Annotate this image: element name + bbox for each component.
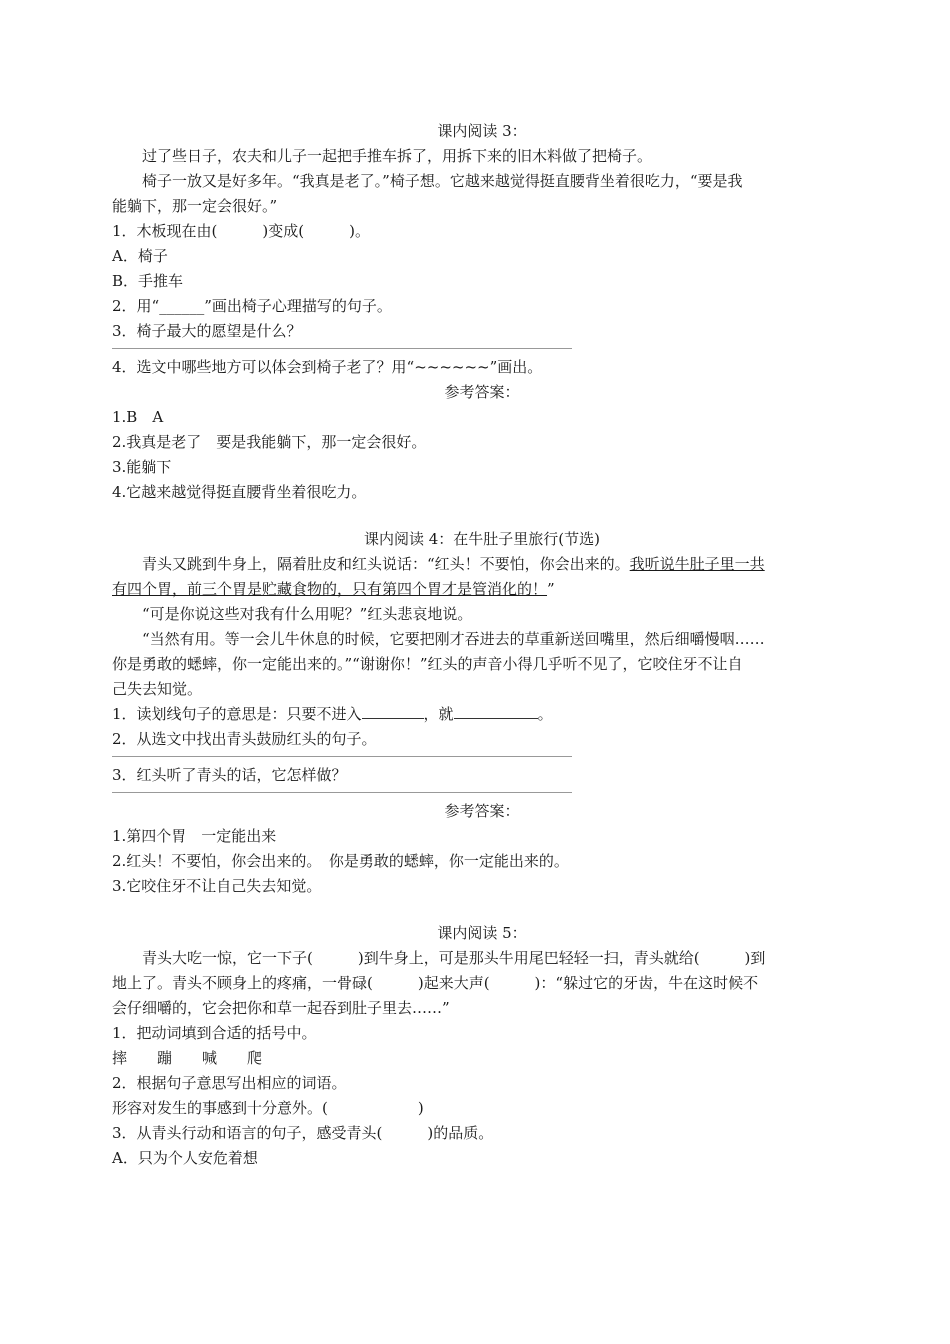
section-3-answer-1: 1.B A [112,408,164,426]
section-5-question-3: 3．从青头行动和语言的句子，感受青头( )的品质。 [112,1124,494,1142]
passage-text: 青头又跳到牛身上，隔着肚皮和红头说话：“红头！不要怕，你会出来的。 [142,555,630,573]
section-spacer [112,505,852,527]
section-4-answer-1: 1.第四个胃 一定能出来 [112,827,277,845]
section-3-answer-4: 4.它越来越觉得挺直腰背坐着很吃力。 [112,483,367,501]
section-4-answer-heading: 参考答案： [444,802,520,820]
question-text: 1．读划线句子的意思是：只要不进入 [112,705,362,723]
section-3-passage-line: 过了些日子，农夫和儿子一起把手推车拆了，用拆下来的旧木料做了把椅子。 [142,147,653,165]
section-5-passage-line: 地上了。青头不顾身上的疼痛，一骨碌( )起来大声( )：“躲过它的牙齿，牛在这时候不 [112,974,759,992]
underlined-sentence: 有四个胃，前三个胃是贮藏食物的，只有第四个胃才是管消化的！ [112,580,548,598]
section-3-passage-line: 椅子一放又是好多年。“我真是老了。”椅子想。它越来越觉得挺直腰背坐着很吃力，“要是我 [142,172,743,190]
section-4-title: 课内阅读 4：在牛肚子里旅行(节选) [363,530,601,548]
fill-blank[interactable] [454,704,538,719]
answer-line[interactable] [112,756,572,757]
section-spacer [112,899,852,921]
section-4-passage-line: 己失去知觉。 [112,680,203,698]
document-content [112,119,852,1171]
section-3-question-4: 4．选文中哪些地方可以体会到椅子老了？用“~~~~~~”画出。 [112,358,543,376]
section-5-question-2: 2．根据句子意思写出相应的词语。 [112,1074,347,1092]
section-3-title: 课内阅读 3： [437,122,527,140]
section-3-answer-3: 3.能躺下 [112,458,172,476]
section-4-question-1 [112,702,852,727]
verb-option: 摔 [112,1049,128,1067]
section-4-passage-line [112,552,852,577]
section-4-question-2: 2．从选文中找出青头鼓励红头的句子。 [112,730,377,748]
section-4-passage-line: 你是勇敢的蟋蟀，你一定能出来的。”“谢谢你！”红头的声音小得几乎听不见了，它咬住牙不让自 [112,655,743,673]
section-4-passage-line [112,577,852,602]
section-5-title: 课内阅读 5： [437,924,527,942]
section-5-passage-line: 青头大吃一惊，它一下子( )到牛身上，可是那头牛用尾巴轻轻一扫，青头就给( )到 [142,949,766,967]
section-3-answer-2: 2.我真是老了 要是我能躺下，那一定会很好。 [112,433,427,451]
fill-blank[interactable] [362,704,424,719]
answer-line[interactable] [112,348,572,349]
section-3-question-2: 2．用“______”画出椅子心理描写的句子。 [112,297,392,315]
section-4-question-3: 3．红头听了青头的话，它怎样做？ [112,766,347,784]
verb-option: 爬 [247,1049,263,1067]
section-5-question-1: 1．把动词填到合适的括号中。 [112,1024,317,1042]
verb-option: 蹦 [157,1049,173,1067]
section-5-question-2-prompt: 形容对发生的事感到十分意外。( ) [112,1099,424,1117]
question-text: 。 [537,705,553,723]
section-4-answer-2: 2.红头！不要怕，你会出来的。 你是勇敢的蟋蟀，你一定能出来的。 [112,852,569,870]
answer-line[interactable] [112,792,572,793]
section-3-option-a: A．椅子 [112,247,168,265]
passage-text: ” [547,580,555,598]
section-3-question-1: 1．木板现在由( )变成( )。 [112,222,370,240]
section-3-passage-line: 能躺下，那一定会很好。” [112,197,278,215]
section-5-option-a: A．只为个人安危着想 [112,1149,258,1167]
verb-option: 喊 [202,1049,218,1067]
section-3-answer-heading: 参考答案： [444,383,520,401]
section-3-question-3: 3．椅子最大的愿望是什么？ [112,322,302,340]
section-4-passage-line: “可是你说这些对我有什么用呢？”红头悲哀地说。 [142,605,473,623]
underlined-sentence: 我听说牛肚子里一共 [629,555,765,573]
section-5-passage-line: 会仔细嚼的，它会把你和草一起吞到肚子里去……” [112,999,450,1017]
question-text: ，就 [423,705,454,723]
section-4-passage-line: “当然有用。等一会儿牛休息的时候，它要把刚才吞进去的草重新送回嘴里，然后细嚼慢咽…… [142,630,765,648]
section-3-option-b: B．手推车 [112,272,184,290]
section-4-answer-3: 3.它咬住牙不让自己失去知觉。 [112,877,322,895]
verb-options [112,1046,852,1071]
